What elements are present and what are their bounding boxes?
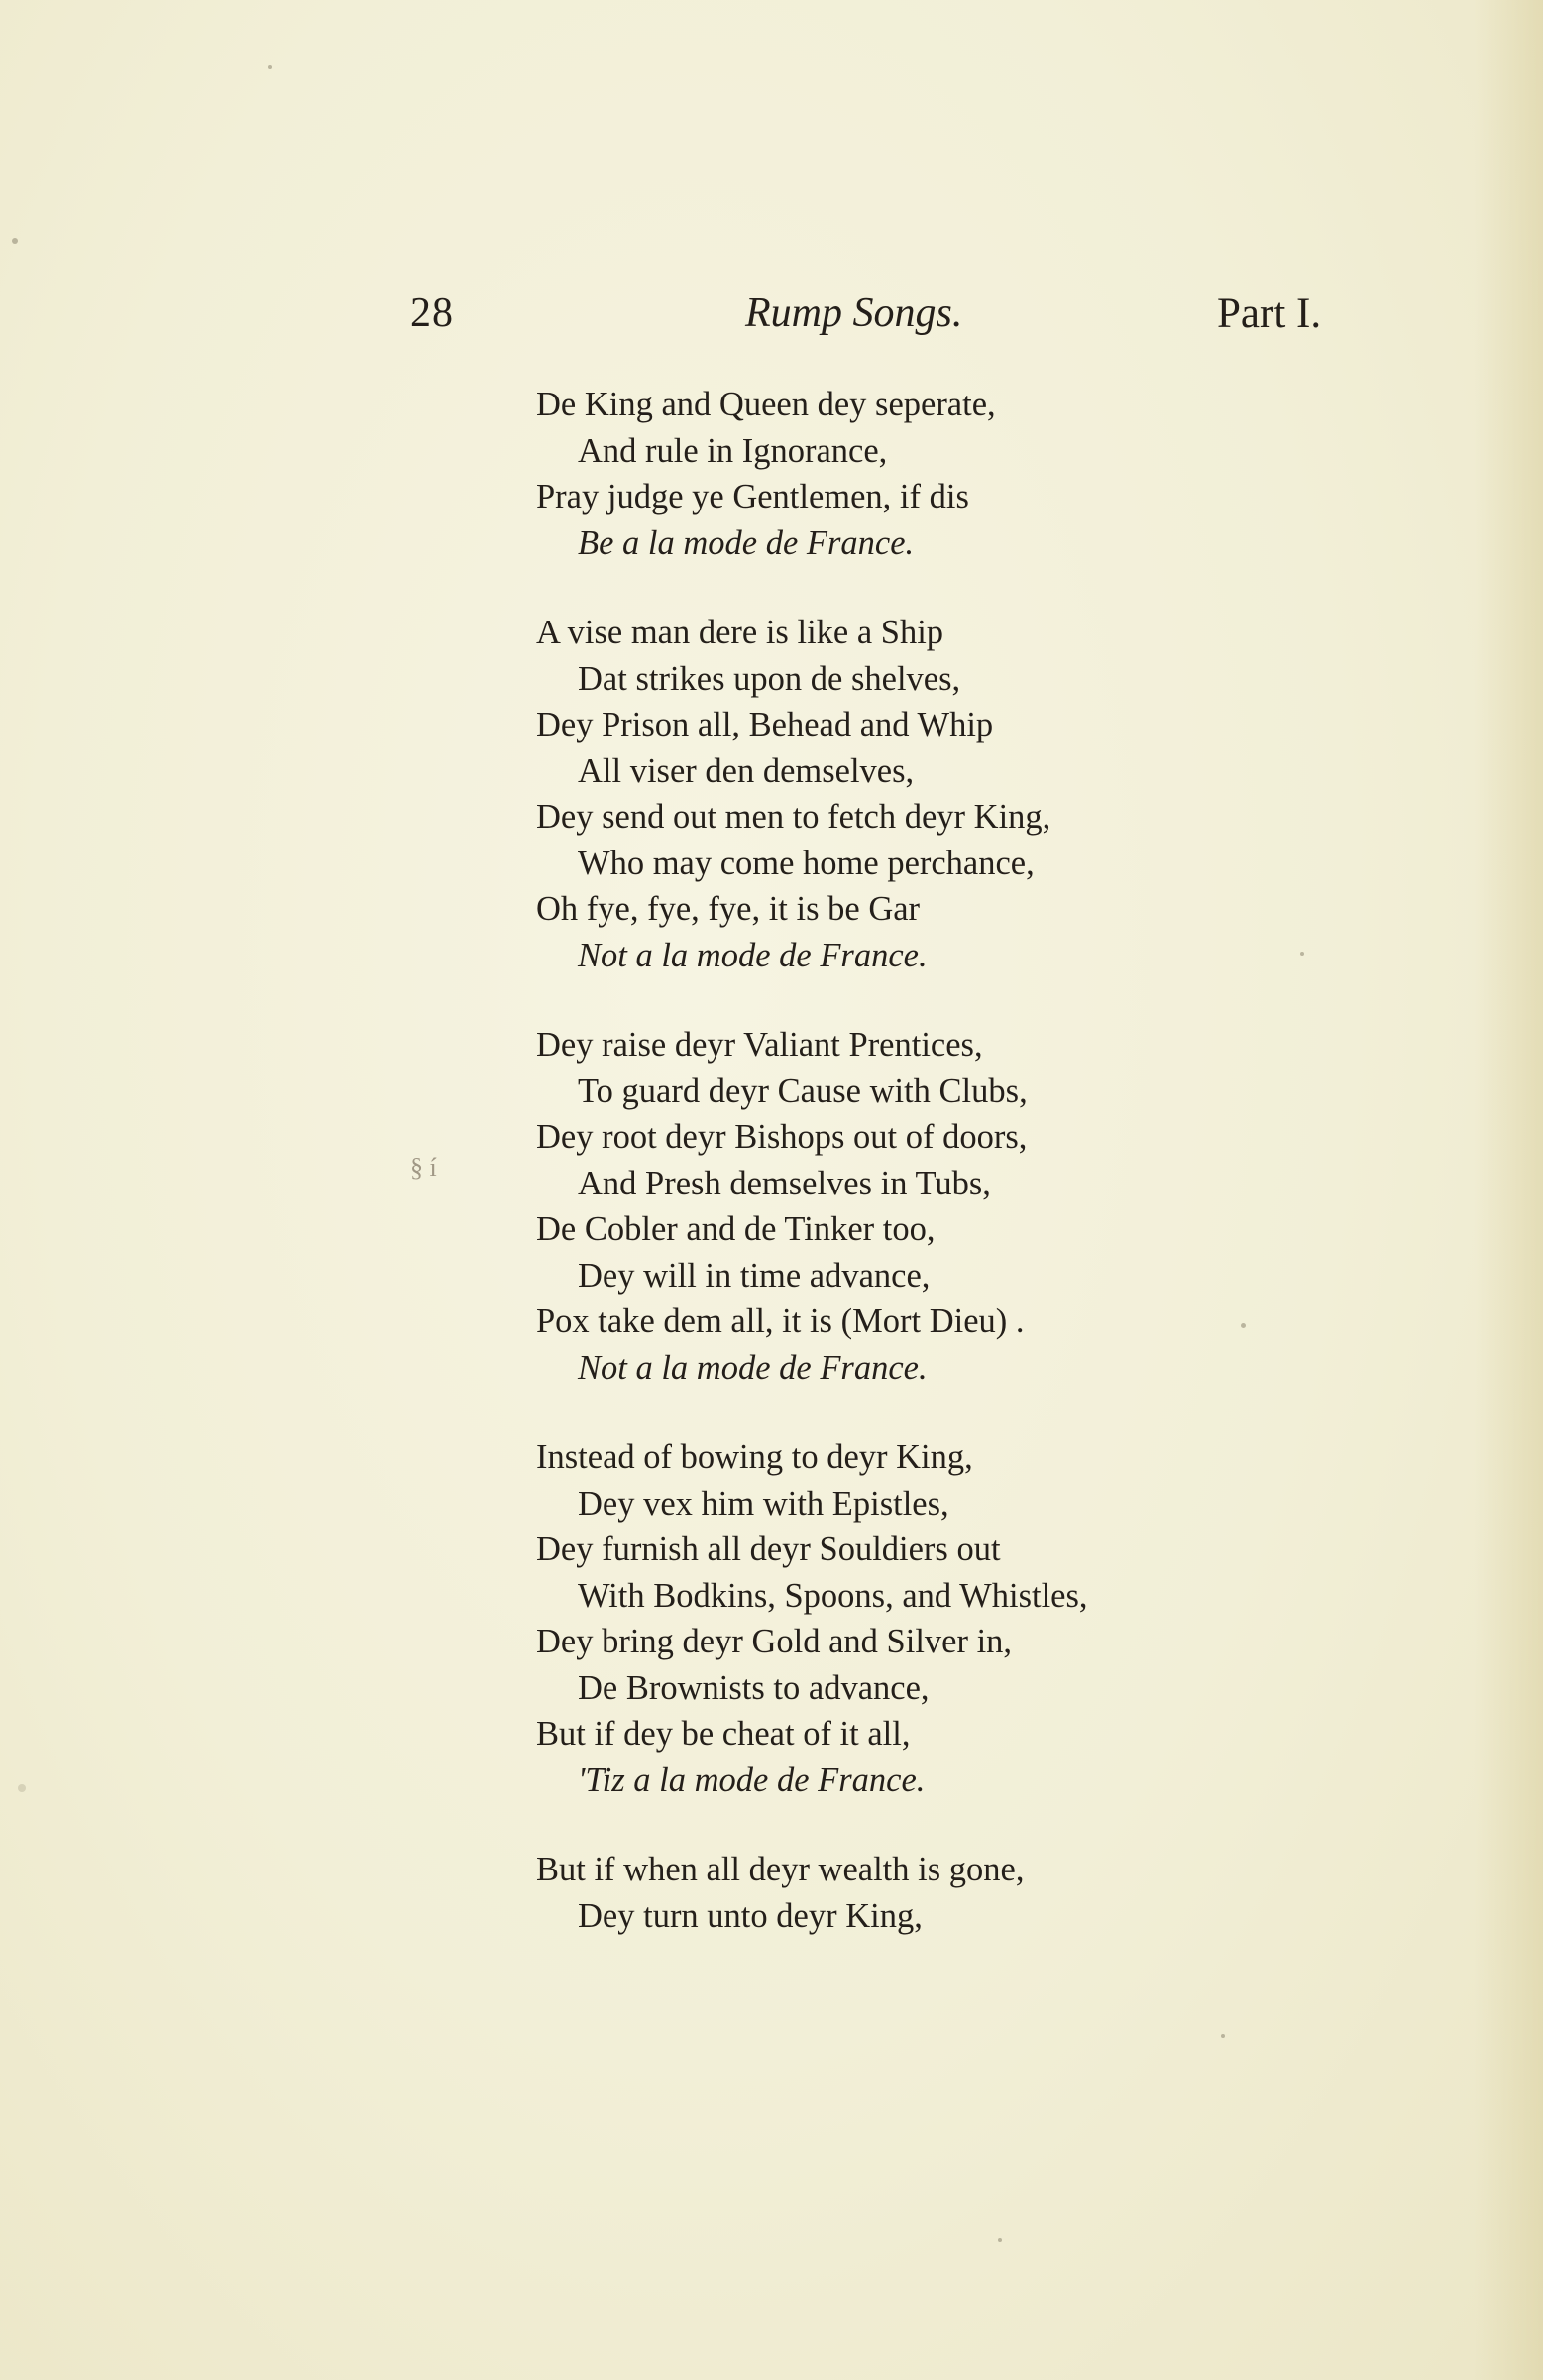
stanza — [536, 610, 1289, 978]
verse-line: To guard deyr Cause with Clubs, — [578, 1072, 1028, 1110]
verse-line: A vise man dere is like a Ship — [536, 614, 944, 651]
paper-speck — [268, 65, 272, 69]
refrain-line: Not a la mode de France. — [578, 936, 928, 974]
refrain-line: Not a la mode de France. — [578, 1348, 928, 1387]
stanza — [536, 1022, 1289, 1391]
verse-line: Dey bring deyr Gold and Silver in, — [536, 1623, 1013, 1660]
part-label: Part I. — [1217, 290, 1322, 337]
verse-line: Pray judge ye Gentlemen, if dis — [536, 478, 969, 515]
refrain-line: Be a la mode de France. — [578, 523, 915, 562]
paper-speck — [12, 238, 18, 244]
verse-line: Dey furnish all deyr Souldiers out — [536, 1530, 1001, 1568]
verse-line: Dey Prison all, Behead and Whip — [536, 706, 994, 743]
paper-speck — [1221, 2034, 1225, 2038]
stanza — [536, 382, 1289, 566]
refrain-line: 'Tiz a la mode de France. — [578, 1760, 926, 1799]
verse-line: De Cobler and de Tinker too, — [536, 1210, 936, 1248]
verse-line: Instead of bowing to deyr King, — [536, 1438, 973, 1476]
verse-line: Oh fye, fye, fye, it is be Gar — [536, 890, 921, 928]
verse-line: And Presh demselves in Tubs, — [578, 1164, 991, 1202]
paper-speck — [998, 2238, 1002, 2242]
page-edge-shadow — [1474, 0, 1543, 2380]
paper-speck — [1241, 1323, 1246, 1328]
margin-mark: § í — [410, 1153, 437, 1182]
verse-line: Dat strikes upon de shelves, — [578, 659, 961, 698]
paper-speck — [1300, 952, 1304, 956]
verse-line: Dey will in time advance, — [578, 1256, 931, 1295]
verse-line: But if when all deyr wealth is gone, — [536, 1851, 1025, 1888]
verse-line: Dey raise deyr Valiant Prentices, — [536, 1026, 983, 1064]
verse-line: De Brownists to advance, — [578, 1668, 930, 1707]
verse-line: With Bodkins, Spoons, and Whistles, — [578, 1576, 1088, 1615]
verse-line: Pox take dem all, it is (Mort Dieu) . — [536, 1303, 1025, 1340]
verse-line: And rule in Ignorance, — [578, 431, 888, 470]
verse-line: Dey turn unto deyr King, — [578, 1896, 923, 1935]
poem-body — [536, 382, 1289, 1983]
running-title: Rump Songs. — [745, 290, 963, 336]
stanza — [536, 1434, 1289, 1803]
verse-line: Who may come home perchance, — [578, 844, 1035, 882]
paper-speck — [18, 1784, 26, 1792]
stanza — [536, 1847, 1289, 1939]
verse-line: Dey send out men to fetch deyr King, — [536, 798, 1051, 836]
verse-line: But if dey be cheat of it all, — [536, 1715, 911, 1753]
verse-line: All viser den demselves, — [578, 751, 915, 790]
verse-line: Dey vex him with Epistles, — [578, 1484, 949, 1523]
verse-line: Dey root deyr Bishops out of doors, — [536, 1118, 1028, 1156]
verse-line: De King and Queen dey seperate, — [536, 386, 996, 423]
running-header — [0, 289, 1543, 349]
page-number: 28 — [410, 290, 454, 336]
